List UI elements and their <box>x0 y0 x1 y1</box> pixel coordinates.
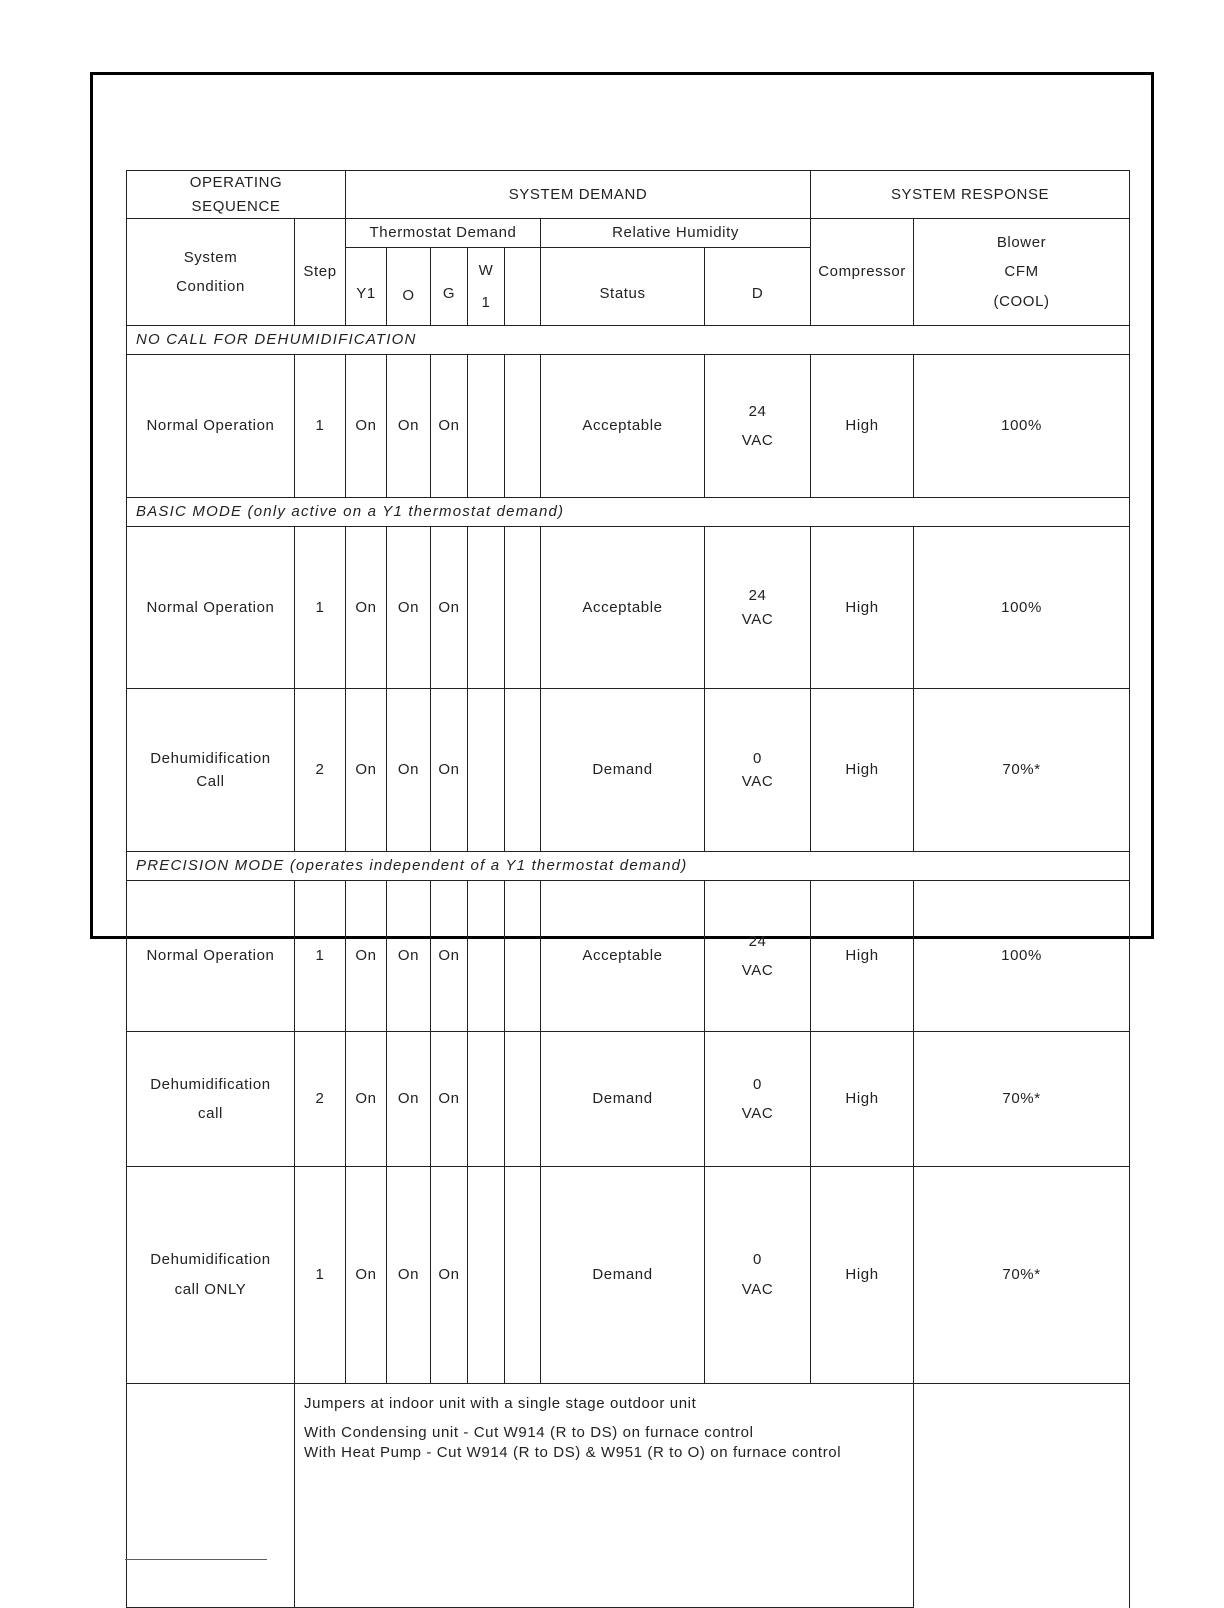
o-cell: On <box>387 689 431 852</box>
status-cell: Acceptable <box>541 526 705 689</box>
table-row <box>127 526 1130 689</box>
condition-cell: Dehumidification Call <box>127 689 295 852</box>
o-cell: On <box>387 526 431 689</box>
condition-cell: Dehumidification call ONLY <box>127 1166 295 1383</box>
step-cell: 1 <box>295 355 346 498</box>
condition-cell: Normal Operation <box>127 355 295 498</box>
step-cell: 1 <box>295 526 346 689</box>
d-cell: 24 VAC <box>705 880 811 1031</box>
g-cell: On <box>431 1031 468 1166</box>
d-cell: 24 VAC <box>705 526 811 689</box>
w1-cell <box>468 526 505 689</box>
system-condition-header: System Condition <box>127 219 295 326</box>
o-cell: On <box>387 1166 431 1383</box>
g-header: G <box>431 248 468 326</box>
w1-cell <box>468 689 505 852</box>
y1-cell: On <box>346 689 387 852</box>
status-header: Status <box>541 248 705 326</box>
g-cell: On <box>431 689 468 852</box>
condition-cell: Normal Operation <box>127 526 295 689</box>
compressor-cell: High <box>811 880 914 1031</box>
y1-cell: On <box>346 880 387 1031</box>
blower-cell: 100% <box>914 880 1130 1031</box>
d-cell: 0 VAC <box>705 1031 811 1166</box>
d-header: D <box>705 248 811 326</box>
notes-row <box>127 1383 1130 1607</box>
status-cell: Demand <box>541 1166 705 1383</box>
blank-cell <box>505 1031 541 1166</box>
section-row-precision <box>127 851 1130 880</box>
section-title-precision: PRECISION MODE (operates independent of a Y1 thermostat demand) <box>127 851 1130 880</box>
blower-cell: 100% <box>914 526 1130 689</box>
table-row <box>127 355 1130 498</box>
blower-cell: 70%* <box>914 1166 1130 1383</box>
blank-cell <box>505 526 541 689</box>
relative-humidity-header: Relative Humidity <box>541 219 811 248</box>
status-cell: Demand <box>541 689 705 852</box>
g-cell: On <box>431 880 468 1031</box>
section-title-no-call: NO CALL FOR DEHUMIDIFICATION <box>127 326 1130 355</box>
table-row <box>127 689 1130 852</box>
notes-blank-cell <box>127 1383 295 1607</box>
y1-cell: On <box>346 1031 387 1166</box>
w1-header: W 1 <box>468 248 505 326</box>
blank-cell <box>505 355 541 498</box>
step-cell: 1 <box>295 880 346 1031</box>
system-response-header: SYSTEM RESPONSE <box>811 171 1130 219</box>
blower-cfm-header: Blower CFM (COOL) <box>914 219 1130 326</box>
w1-cell <box>468 355 505 498</box>
blank-demand-header <box>505 248 541 326</box>
w1-cell <box>468 1031 505 1166</box>
table-row <box>127 880 1130 1031</box>
g-cell: On <box>431 1166 468 1383</box>
compressor-cell: High <box>811 1031 914 1166</box>
footnote-separator <box>125 1559 267 1560</box>
w1-cell <box>468 1166 505 1383</box>
status-cell: Demand <box>541 1031 705 1166</box>
o-cell: On <box>387 1031 431 1166</box>
blower-cell: 100% <box>914 355 1130 498</box>
g-cell: On <box>431 526 468 689</box>
blower-cell: 70%* <box>914 689 1130 852</box>
step-cell: 2 <box>295 689 346 852</box>
blank-cell <box>505 689 541 852</box>
table-row <box>127 1031 1130 1166</box>
step-cell: 2 <box>295 1031 346 1166</box>
d-cell: 24 VAC <box>705 355 811 498</box>
section-row-basic <box>127 497 1130 526</box>
o-header: O <box>387 248 431 326</box>
blower-cell: 70%* <box>914 1031 1130 1166</box>
d-cell: 0 VAC <box>705 1166 811 1383</box>
condition-cell: Normal Operation <box>127 880 295 1031</box>
compressor-cell: High <box>811 1166 914 1383</box>
compressor-header: Compressor <box>811 219 914 326</box>
status-cell: Acceptable <box>541 355 705 498</box>
dehumidification-operating-sequence-table <box>126 170 1130 1608</box>
status-cell: Acceptable <box>541 880 705 1031</box>
header-row-mid <box>127 219 1130 248</box>
section-row-no-call <box>127 326 1130 355</box>
w1-cell <box>468 880 505 1031</box>
thermostat-demand-header: Thermostat Demand <box>346 219 541 248</box>
compressor-cell: High <box>811 355 914 498</box>
table-row <box>127 1166 1130 1383</box>
d-cell: 0 VAC <box>705 689 811 852</box>
y1-cell: On <box>346 355 387 498</box>
condition-cell: Dehumidification call <box>127 1031 295 1166</box>
o-cell: On <box>387 355 431 498</box>
step-header: Step <box>295 219 346 326</box>
jumper-notes: Jumpers at indoor unit with a single stage outdoor unit With Condensing unit - Cut W914 (R to DS) on furnace control With Heat Pump - Cut W914 (R to DS) & W951 (R to O) on furnace control <box>295 1383 914 1607</box>
blank-cell <box>505 880 541 1031</box>
operating-sequence-header: OPERATING SEQUENCE <box>127 171 346 219</box>
step-cell: 1 <box>295 1166 346 1383</box>
g-cell: On <box>431 355 468 498</box>
o-cell: On <box>387 880 431 1031</box>
system-demand-header: SYSTEM DEMAND <box>346 171 811 219</box>
blank-cell <box>505 1166 541 1383</box>
y1-header: Y1 <box>346 248 387 326</box>
compressor-cell: High <box>811 689 914 852</box>
y1-cell: On <box>346 526 387 689</box>
section-title-basic: BASIC MODE (only active on a Y1 thermostat demand) <box>127 497 1130 526</box>
header-row-top <box>127 171 1130 219</box>
compressor-cell: High <box>811 526 914 689</box>
y1-cell: On <box>346 1166 387 1383</box>
